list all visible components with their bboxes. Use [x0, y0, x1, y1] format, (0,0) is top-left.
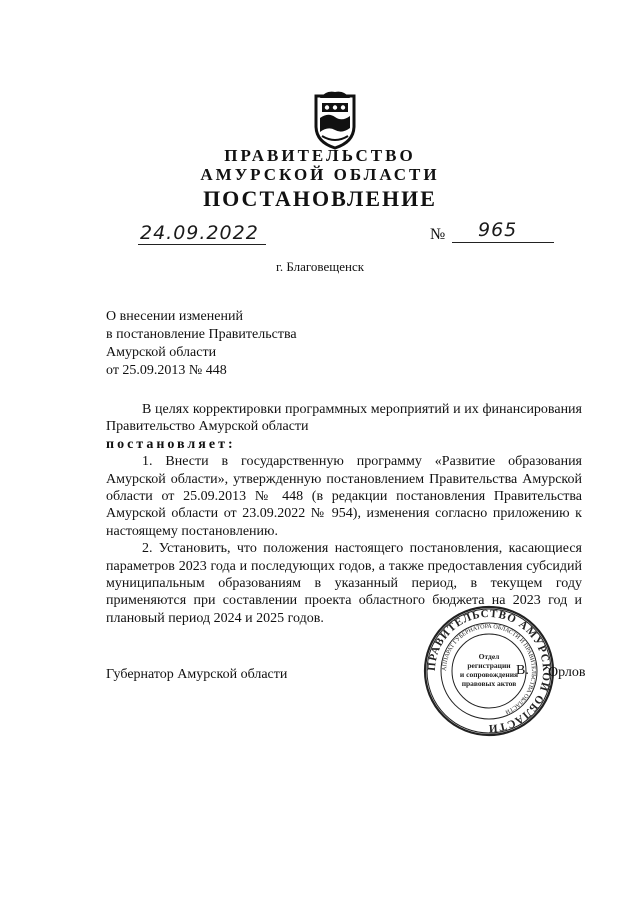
document-date: 24.09.2022: [140, 222, 259, 244]
subject-line: от 25.09.2013 № 448: [106, 363, 227, 378]
item-1-paragraph: 1. Внести в государственную программу «Развитие образования Амурской области», утвержденную постановлением Правительства Амурской области от 25.09.2013 № 448 (в редакции постановления Правительства Амурской области от 23.09.2022 № 954), изменения согласно приложению к настоящему постановлению.: [106, 454, 582, 539]
official-seal-icon: [422, 604, 556, 738]
document-body: [106, 401, 582, 627]
stamp-center-text: правовых актов: [461, 679, 517, 688]
coat-of-arms-icon: [302, 86, 368, 152]
stamp-center-text: регистрации: [467, 661, 511, 670]
decree-word: постановляет:: [106, 436, 236, 452]
stamp-center-text: Отдел: [478, 652, 500, 661]
item-2-paragraph: 2. Установить, что положения настоящего постановления, касающиеся параметров 2023 года и последующих годов, а также предоставления субсидий муниципальным образованиям в указанный период, в текущем году применяются при составлении проекта областного бюджета на 2023 год и плановый период 2024 и 2025 годов.: [106, 541, 582, 626]
signer-initial: В.: [516, 663, 529, 678]
number-label: №: [430, 226, 446, 243]
preamble-paragraph: В целях корректировки программных мероприятий и их финансирования Правительство Амурской области: [106, 402, 582, 435]
signer-title: Губернатор Амурской области: [106, 667, 288, 682]
stamp-inner-ring-text: АППАРАТ ГУБЕРНАТОРА ОБЛАСТИ И ПРАВИТЕЛЬСТВА ОБЛАСТИ: [441, 623, 537, 715]
stamp-ring-text: ПРАВИТЕЛЬСТВО АМУРСКОЙ ОБЛАСТИ: [425, 607, 553, 735]
subject-line: в постановление Правительства: [106, 327, 297, 342]
document-type-heading: ПОСТАНОВЛЕНИЕ: [203, 186, 437, 211]
document-number: 965: [478, 219, 518, 241]
date-underline: [138, 244, 266, 245]
government-heading: ПРАВИТЕЛЬСТВО: [224, 146, 416, 165]
stamp-center-text: и сопровождения: [459, 670, 519, 679]
region-heading: АМУРСКОЙ ОБЛАСТИ: [200, 165, 440, 184]
signer-surname: Орлов: [548, 665, 586, 680]
number-underline: [452, 242, 554, 243]
city-name: г. Благовещенск: [275, 259, 365, 274]
subject-line: Амурской области: [106, 345, 217, 360]
document-subject: [106, 308, 297, 380]
subject-line: О внесении изменений: [106, 309, 243, 324]
